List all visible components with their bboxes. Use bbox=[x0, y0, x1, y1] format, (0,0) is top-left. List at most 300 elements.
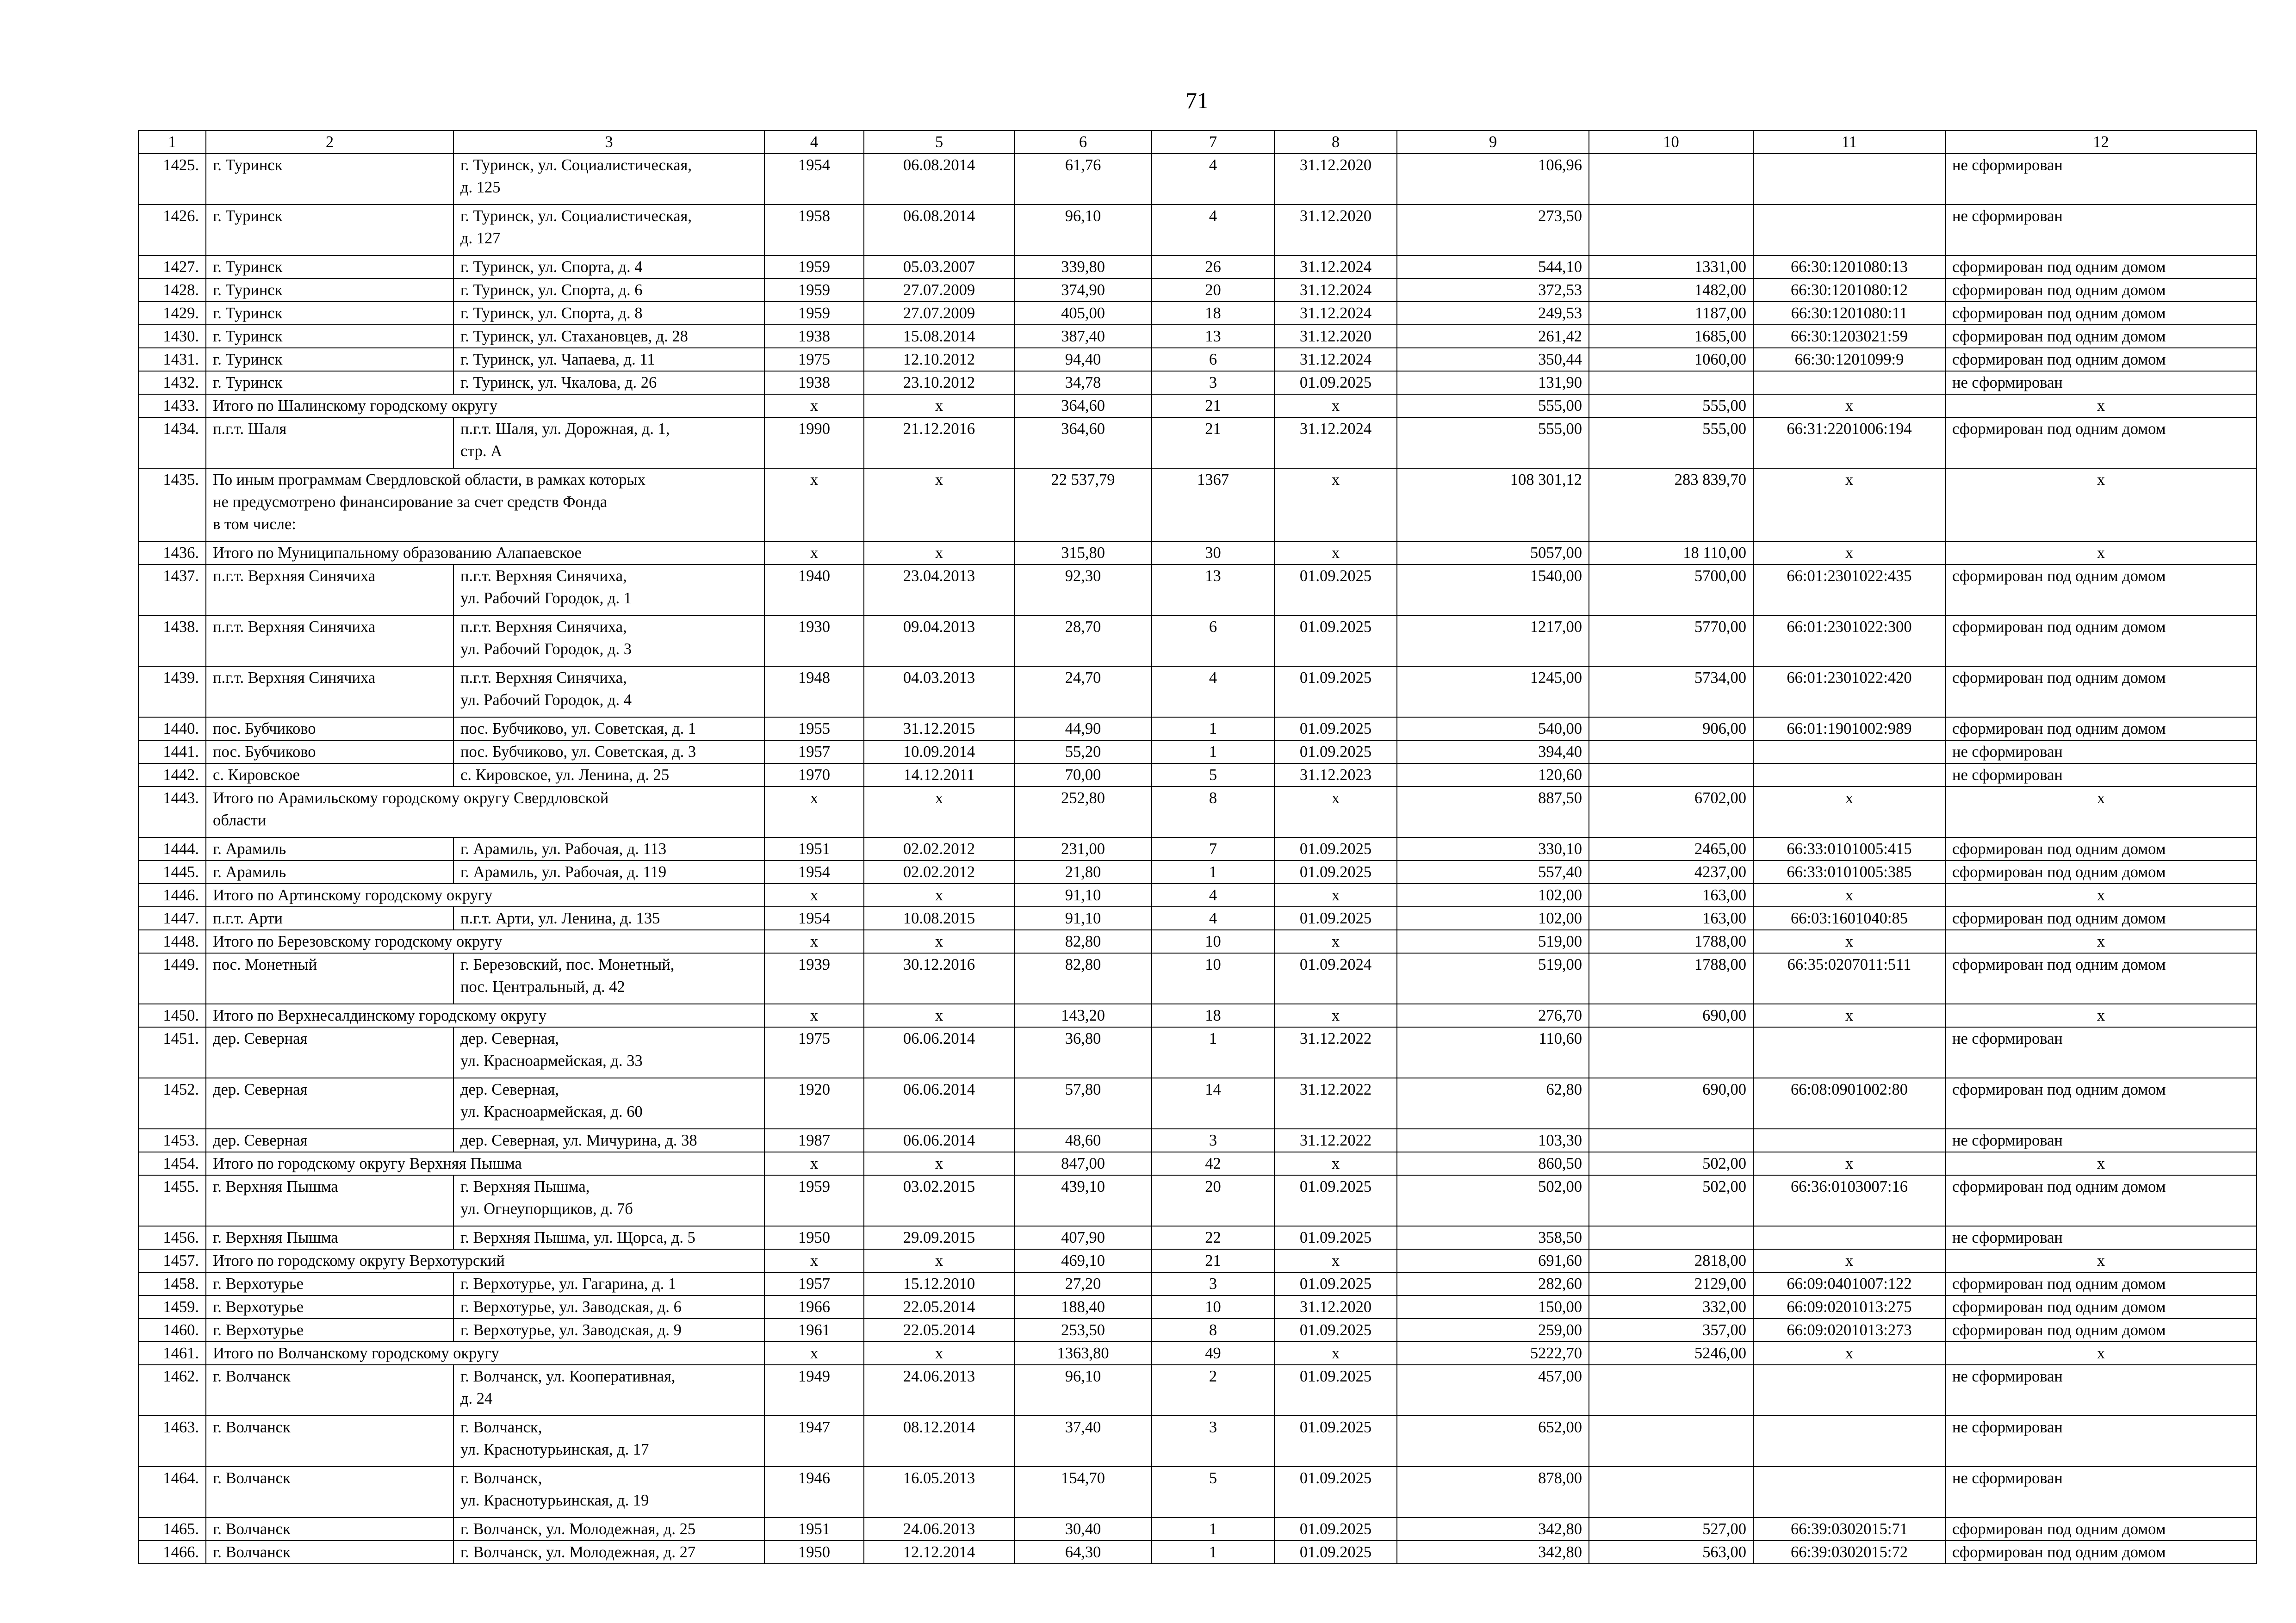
col9-cell: 108 301,12 bbox=[1397, 468, 1589, 541]
deadline-cell: 31.12.2024 bbox=[1274, 348, 1397, 371]
subtotal-row bbox=[138, 1249, 2257, 1272]
subtotal-row bbox=[138, 1004, 2257, 1027]
land-status-cell: x bbox=[1945, 1152, 2257, 1175]
area-cell: 21,80 bbox=[1014, 861, 1152, 884]
deadline-cell: 31.12.2024 bbox=[1274, 255, 1397, 279]
date-cell: 22.05.2014 bbox=[864, 1319, 1014, 1342]
deadline-cell: x bbox=[1274, 1249, 1397, 1272]
date-cell: x bbox=[864, 884, 1014, 907]
subtotal-row bbox=[138, 468, 2257, 541]
year-cell: 1975 bbox=[764, 1027, 864, 1078]
col9-cell: 259,00 bbox=[1397, 1319, 1589, 1342]
address-line: г. Волчанск, ул. Молодежная, д. 25 bbox=[460, 1520, 696, 1538]
col9-cell: 394,40 bbox=[1397, 740, 1589, 763]
land-area-cell: 163,00 bbox=[1589, 884, 1753, 907]
area-cell: 154,70 bbox=[1014, 1467, 1152, 1518]
col9-cell: 691,60 bbox=[1397, 1249, 1589, 1272]
settlement-cell: г. Волчанск bbox=[206, 1518, 453, 1541]
year-cell: 1987 bbox=[764, 1129, 864, 1152]
settlement-cell: п.г.т. Верхняя Синячиха bbox=[206, 615, 453, 666]
land-status-cell: x bbox=[1945, 787, 2257, 837]
date-cell: 06.06.2014 bbox=[864, 1129, 1014, 1152]
address-line: г. Туринск, ул. Чапаева, д. 11 bbox=[460, 351, 655, 368]
address-cell bbox=[453, 1518, 764, 1541]
year-cell: x bbox=[764, 541, 864, 564]
subtotal-label-line: Итого по городскому округу Верхотурский bbox=[213, 1252, 505, 1270]
land-area-cell bbox=[1589, 204, 1753, 255]
cadastral-number-cell: 66:30:1201080:11 bbox=[1753, 302, 1945, 325]
land-status-cell: не сформирован bbox=[1945, 1027, 2257, 1078]
area-cell: 82,80 bbox=[1014, 930, 1152, 953]
table-row bbox=[138, 666, 2257, 717]
address-cell bbox=[453, 371, 764, 394]
cadastral-number-cell: x bbox=[1753, 787, 1945, 837]
row-number: 1458. bbox=[138, 1272, 206, 1295]
deadline-cell: x bbox=[1274, 1152, 1397, 1175]
address-cell bbox=[453, 1226, 764, 1249]
row-number: 1452. bbox=[138, 1078, 206, 1129]
year-cell: 1959 bbox=[764, 1175, 864, 1226]
settlement-cell: г. Туринск bbox=[206, 279, 453, 302]
year-cell: x bbox=[764, 1342, 864, 1365]
table-row bbox=[138, 740, 2257, 763]
deadline-cell: 01.09.2024 bbox=[1274, 953, 1397, 1004]
date-cell: 21.12.2016 bbox=[864, 417, 1014, 468]
address-line: ул. Рабочий Городок, д. 1 bbox=[460, 589, 632, 607]
settlement-cell: г. Туринск bbox=[206, 154, 453, 204]
year-cell: 1938 bbox=[764, 325, 864, 348]
cadastral-number-cell: 66:39:0302015:72 bbox=[1753, 1541, 1945, 1564]
land-area-cell: 2818,00 bbox=[1589, 1249, 1753, 1272]
table-row bbox=[138, 371, 2257, 394]
land-status-cell: сформирован под одним домом bbox=[1945, 666, 2257, 717]
subtotal-row bbox=[138, 930, 2257, 953]
year-cell: 1957 bbox=[764, 740, 864, 763]
date-cell: x bbox=[864, 1004, 1014, 1027]
date-cell: 10.09.2014 bbox=[864, 740, 1014, 763]
cadastral-number-cell: 66:31:2201006:194 bbox=[1753, 417, 1945, 468]
year-cell: 1958 bbox=[764, 204, 864, 255]
date-cell: 12.12.2014 bbox=[864, 1541, 1014, 1564]
subtotal-label bbox=[206, 1152, 764, 1175]
address-cell bbox=[453, 302, 764, 325]
area-cell: 847,00 bbox=[1014, 1152, 1152, 1175]
address-cell bbox=[453, 763, 764, 787]
row-number: 1431. bbox=[138, 348, 206, 371]
land-area-cell: 906,00 bbox=[1589, 717, 1753, 740]
row-number: 1436. bbox=[138, 541, 206, 564]
date-cell: 06.06.2014 bbox=[864, 1078, 1014, 1129]
date-cell: x bbox=[864, 541, 1014, 564]
area-cell: 405,00 bbox=[1014, 302, 1152, 325]
row-number: 1425. bbox=[138, 154, 206, 204]
date-cell: 29.09.2015 bbox=[864, 1226, 1014, 1249]
area-cell: 34,78 bbox=[1014, 371, 1152, 394]
date-cell: 23.04.2013 bbox=[864, 564, 1014, 615]
land-status-cell: сформирован под одним домом bbox=[1945, 1272, 2257, 1295]
col9-cell: 519,00 bbox=[1397, 953, 1589, 1004]
land-status-cell: x bbox=[1945, 1249, 2257, 1272]
cadastral-number-cell bbox=[1753, 154, 1945, 204]
address-line: г. Туринск, ул. Стахановцев, д. 28 bbox=[460, 328, 688, 345]
address-cell bbox=[453, 1175, 764, 1226]
column-number: 6 bbox=[1014, 130, 1152, 154]
deadline-cell: 01.09.2025 bbox=[1274, 1416, 1397, 1467]
settlement-cell: г. Туринск bbox=[206, 348, 453, 371]
date-cell: x bbox=[864, 394, 1014, 417]
table-row bbox=[138, 1226, 2257, 1249]
residents-cell: 4 bbox=[1152, 666, 1274, 717]
land-status-cell: сформирован под одним домом bbox=[1945, 717, 2257, 740]
residents-cell: 20 bbox=[1152, 1175, 1274, 1226]
land-area-cell bbox=[1589, 371, 1753, 394]
table-row bbox=[138, 279, 2257, 302]
col9-cell: 555,00 bbox=[1397, 394, 1589, 417]
residents-cell: 7 bbox=[1152, 837, 1274, 861]
col9-cell: 557,40 bbox=[1397, 861, 1589, 884]
subtotal-label-line: Итого по Верхнесалдинскому городскому округу bbox=[213, 1007, 547, 1024]
col9-cell: 330,10 bbox=[1397, 837, 1589, 861]
residents-cell: 1 bbox=[1152, 861, 1274, 884]
residents-cell: 1 bbox=[1152, 1518, 1274, 1541]
housing-table bbox=[138, 130, 2257, 1564]
cadastral-number-cell: 66:30:1201099:9 bbox=[1753, 348, 1945, 371]
land-area-cell: 357,00 bbox=[1589, 1319, 1753, 1342]
year-cell: 1955 bbox=[764, 717, 864, 740]
year-cell: 1920 bbox=[764, 1078, 864, 1129]
column-number: 12 bbox=[1945, 130, 2257, 154]
land-area-cell: 563,00 bbox=[1589, 1541, 1753, 1564]
col9-cell: 350,44 bbox=[1397, 348, 1589, 371]
page-number: 71 bbox=[1185, 87, 1209, 113]
residents-cell: 3 bbox=[1152, 1272, 1274, 1295]
cadastral-number-cell: 66:01:2301022:420 bbox=[1753, 666, 1945, 717]
col9-cell: 652,00 bbox=[1397, 1416, 1589, 1467]
table-row bbox=[138, 907, 2257, 930]
subtotal-label bbox=[206, 541, 764, 564]
deadline-cell: 31.12.2024 bbox=[1274, 417, 1397, 468]
land-status-cell: не сформирован bbox=[1945, 763, 2257, 787]
land-area-cell bbox=[1589, 1129, 1753, 1152]
settlement-cell: г. Верхотурье bbox=[206, 1295, 453, 1319]
subtotal-row bbox=[138, 1342, 2257, 1365]
land-area-cell: 1187,00 bbox=[1589, 302, 1753, 325]
residents-cell: 10 bbox=[1152, 953, 1274, 1004]
col9-cell: 342,80 bbox=[1397, 1518, 1589, 1541]
land-status-cell: сформирован под одним домом bbox=[1945, 348, 2257, 371]
date-cell: 05.03.2007 bbox=[864, 255, 1014, 279]
row-number: 1449. bbox=[138, 953, 206, 1004]
address-line: г. Верхотурье, ул. Заводская, д. 9 bbox=[460, 1321, 682, 1339]
date-cell: 27.07.2009 bbox=[864, 279, 1014, 302]
settlement-cell: г. Туринск bbox=[206, 255, 453, 279]
area-cell: 57,80 bbox=[1014, 1078, 1152, 1129]
col9-cell: 106,96 bbox=[1397, 154, 1589, 204]
area-cell: 91,10 bbox=[1014, 884, 1152, 907]
deadline-cell: 01.09.2025 bbox=[1274, 1467, 1397, 1518]
address-line: г. Волчанск, bbox=[460, 1469, 542, 1487]
land-status-cell: сформирован под одним домом bbox=[1945, 1175, 2257, 1226]
year-cell: 1947 bbox=[764, 1416, 864, 1467]
address-line: г. Верхняя Пышма, bbox=[460, 1178, 590, 1196]
land-status-cell: не сформирован bbox=[1945, 154, 2257, 204]
col9-cell: 519,00 bbox=[1397, 930, 1589, 953]
row-number: 1443. bbox=[138, 787, 206, 837]
land-area-cell: 527,00 bbox=[1589, 1518, 1753, 1541]
deadline-cell: 31.12.2020 bbox=[1274, 1295, 1397, 1319]
deadline-cell: 31.12.2020 bbox=[1274, 325, 1397, 348]
area-cell: 61,76 bbox=[1014, 154, 1152, 204]
area-cell: 44,90 bbox=[1014, 717, 1152, 740]
table-row bbox=[138, 953, 2257, 1004]
table-row bbox=[138, 1319, 2257, 1342]
address-line: ул. Краснотурьинская, д. 17 bbox=[460, 1441, 649, 1458]
deadline-cell: 01.09.2025 bbox=[1274, 837, 1397, 861]
row-number: 1444. bbox=[138, 837, 206, 861]
address-cell bbox=[453, 325, 764, 348]
residents-cell: 8 bbox=[1152, 1319, 1274, 1342]
address-line: п.г.т. Верхняя Синячиха, bbox=[460, 669, 627, 687]
deadline-cell: x bbox=[1274, 930, 1397, 953]
table-row bbox=[138, 763, 2257, 787]
address-line: г. Туринск, ул. Чкалова, д. 26 bbox=[460, 374, 657, 391]
column-number: 7 bbox=[1152, 130, 1274, 154]
area-cell: 82,80 bbox=[1014, 953, 1152, 1004]
land-area-cell: 5734,00 bbox=[1589, 666, 1753, 717]
address-line: пос. Центральный, д. 42 bbox=[460, 978, 625, 996]
subtotal-label-line: Итого по Волчанскому городскому округу bbox=[213, 1344, 499, 1362]
table-row bbox=[138, 417, 2257, 468]
deadline-cell: 31.12.2023 bbox=[1274, 763, 1397, 787]
cadastral-number-cell: 66:09:0201013:275 bbox=[1753, 1295, 1945, 1319]
cadastral-number-cell: 66:33:0101005:385 bbox=[1753, 861, 1945, 884]
address-cell bbox=[453, 1365, 764, 1416]
residents-cell: 1 bbox=[1152, 1541, 1274, 1564]
residents-cell: 3 bbox=[1152, 1416, 1274, 1467]
column-number: 4 bbox=[764, 130, 864, 154]
subtotal-row bbox=[138, 394, 2257, 417]
year-cell: 1959 bbox=[764, 302, 864, 325]
land-area-cell: 1060,00 bbox=[1589, 348, 1753, 371]
subtotal-label-line: По иным программам Свердловской области, в рамках которых bbox=[213, 471, 645, 489]
land-status-cell: сформирован под одним домом bbox=[1945, 417, 2257, 468]
year-cell: 1954 bbox=[764, 907, 864, 930]
year-cell: 1990 bbox=[764, 417, 864, 468]
cadastral-number-cell: 66:35:0207011:511 bbox=[1753, 953, 1945, 1004]
column-number: 1 bbox=[138, 130, 206, 154]
deadline-cell: 31.12.2022 bbox=[1274, 1078, 1397, 1129]
cadastral-number-cell bbox=[1753, 1027, 1945, 1078]
row-number: 1445. bbox=[138, 861, 206, 884]
col9-cell: 249,53 bbox=[1397, 302, 1589, 325]
date-cell: x bbox=[864, 1249, 1014, 1272]
cadastral-number-cell bbox=[1753, 1467, 1945, 1518]
year-cell: x bbox=[764, 884, 864, 907]
row-number: 1464. bbox=[138, 1467, 206, 1518]
date-cell: 16.05.2013 bbox=[864, 1467, 1014, 1518]
residents-cell: 49 bbox=[1152, 1342, 1274, 1365]
row-number: 1441. bbox=[138, 740, 206, 763]
year-cell: 1954 bbox=[764, 154, 864, 204]
area-cell: 315,80 bbox=[1014, 541, 1152, 564]
residents-cell: 26 bbox=[1152, 255, 1274, 279]
date-cell: 15.08.2014 bbox=[864, 325, 1014, 348]
address-cell bbox=[453, 615, 764, 666]
address-line: г. Туринск, ул. Спорта, д. 8 bbox=[460, 304, 643, 322]
cadastral-number-cell bbox=[1753, 1416, 1945, 1467]
land-area-cell: 555,00 bbox=[1589, 417, 1753, 468]
address-line: д. 24 bbox=[460, 1390, 493, 1407]
land-area-cell bbox=[1589, 154, 1753, 204]
deadline-cell: x bbox=[1274, 394, 1397, 417]
col9-cell: 1540,00 bbox=[1397, 564, 1589, 615]
column-number: 9 bbox=[1397, 130, 1589, 154]
table-row bbox=[138, 204, 2257, 255]
land-area-cell: 502,00 bbox=[1589, 1152, 1753, 1175]
area-cell: 94,40 bbox=[1014, 348, 1152, 371]
subtotal-label-line: области bbox=[213, 812, 267, 829]
col9-cell: 5222,70 bbox=[1397, 1342, 1589, 1365]
address-cell bbox=[453, 1027, 764, 1078]
settlement-cell: г. Волчанск bbox=[206, 1365, 453, 1416]
address-cell bbox=[453, 1078, 764, 1129]
land-status-cell: не сформирован bbox=[1945, 371, 2257, 394]
address-line: п.г.т. Верхняя Синячиха, bbox=[460, 618, 627, 636]
address-cell bbox=[453, 154, 764, 204]
cadastral-number-cell: 66:39:0302015:71 bbox=[1753, 1518, 1945, 1541]
area-cell: 374,90 bbox=[1014, 279, 1152, 302]
area-cell: 231,00 bbox=[1014, 837, 1152, 861]
subtotal-label bbox=[206, 394, 764, 417]
cadastral-number-cell: 66:09:0201013:273 bbox=[1753, 1319, 1945, 1342]
table-row bbox=[138, 1365, 2257, 1416]
subtotal-label bbox=[206, 468, 764, 541]
col9-cell: 282,60 bbox=[1397, 1272, 1589, 1295]
row-number: 1446. bbox=[138, 884, 206, 907]
land-area-cell bbox=[1589, 1226, 1753, 1249]
address-line: пос. Бубчиково, ул. Советская, д. 3 bbox=[460, 743, 696, 761]
address-cell bbox=[453, 279, 764, 302]
date-cell: 27.07.2009 bbox=[864, 302, 1014, 325]
address-line: г. Арамиль, ул. Рабочая, д. 113 bbox=[460, 840, 667, 858]
year-cell: x bbox=[764, 468, 864, 541]
area-cell: 1363,80 bbox=[1014, 1342, 1152, 1365]
area-cell: 387,40 bbox=[1014, 325, 1152, 348]
land-area-cell: 1788,00 bbox=[1589, 930, 1753, 953]
table-row bbox=[138, 1129, 2257, 1152]
address-line: г. Березовский, пос. Монетный, bbox=[460, 956, 675, 973]
residents-cell: 4 bbox=[1152, 154, 1274, 204]
row-number: 1454. bbox=[138, 1152, 206, 1175]
land-status-cell: сформирован под одним домом bbox=[1945, 1319, 2257, 1342]
land-status-cell: не сформирован bbox=[1945, 204, 2257, 255]
row-number: 1456. bbox=[138, 1226, 206, 1249]
settlement-cell: г. Арамиль bbox=[206, 861, 453, 884]
year-cell: 1940 bbox=[764, 564, 864, 615]
row-number: 1427. bbox=[138, 255, 206, 279]
table-row bbox=[138, 615, 2257, 666]
residents-cell: 10 bbox=[1152, 1295, 1274, 1319]
land-status-cell: сформирован под одним домом bbox=[1945, 1541, 2257, 1564]
address-cell bbox=[453, 953, 764, 1004]
subtotal-label-line: Итого по Артинскому городскому округу bbox=[213, 886, 493, 904]
residents-cell: 22 bbox=[1152, 1226, 1274, 1249]
row-number: 1434. bbox=[138, 417, 206, 468]
address-line: ул. Рабочий Городок, д. 3 bbox=[460, 640, 632, 658]
date-cell: x bbox=[864, 930, 1014, 953]
deadline-cell: x bbox=[1274, 1342, 1397, 1365]
row-number: 1453. bbox=[138, 1129, 206, 1152]
land-status-cell: сформирован под одним домом bbox=[1945, 953, 2257, 1004]
residents-cell: 42 bbox=[1152, 1152, 1274, 1175]
subtotal-label bbox=[206, 1342, 764, 1365]
land-area-cell: 4237,00 bbox=[1589, 861, 1753, 884]
col9-cell: 860,50 bbox=[1397, 1152, 1589, 1175]
row-number: 1465. bbox=[138, 1518, 206, 1541]
cadastral-number-cell bbox=[1753, 763, 1945, 787]
land-area-cell: 5700,00 bbox=[1589, 564, 1753, 615]
table-row bbox=[138, 837, 2257, 861]
deadline-cell: 01.09.2025 bbox=[1274, 1175, 1397, 1226]
year-cell: x bbox=[764, 787, 864, 837]
subtotal-row bbox=[138, 787, 2257, 837]
cadastral-number-cell: 66:03:1601040:85 bbox=[1753, 907, 1945, 930]
subtotal-label-line: Итого по городскому округу Верхняя Пышма bbox=[213, 1155, 522, 1172]
year-cell: 1950 bbox=[764, 1226, 864, 1249]
table-row bbox=[138, 1272, 2257, 1295]
land-status-cell: сформирован под одним домом bbox=[1945, 615, 2257, 666]
land-area-cell: 18 110,00 bbox=[1589, 541, 1753, 564]
residents-cell: 8 bbox=[1152, 787, 1274, 837]
land-status-cell: x bbox=[1945, 1342, 2257, 1365]
subtotal-label-line: Итого по Шалинскому городскому округу bbox=[213, 397, 498, 415]
date-cell: 12.10.2012 bbox=[864, 348, 1014, 371]
deadline-cell: 31.12.2020 bbox=[1274, 204, 1397, 255]
area-cell: 91,10 bbox=[1014, 907, 1152, 930]
col9-cell: 276,70 bbox=[1397, 1004, 1589, 1027]
address-line: п.г.т. Верхняя Синячиха, bbox=[460, 567, 627, 585]
date-cell: 24.06.2013 bbox=[864, 1365, 1014, 1416]
cadastral-number-cell: x bbox=[1753, 1342, 1945, 1365]
date-cell: 06.08.2014 bbox=[864, 154, 1014, 204]
land-status-cell: не сформирован bbox=[1945, 1467, 2257, 1518]
date-cell: 24.06.2013 bbox=[864, 1518, 1014, 1541]
area-cell: 92,30 bbox=[1014, 564, 1152, 615]
deadline-cell: x bbox=[1274, 787, 1397, 837]
date-cell: 09.04.2013 bbox=[864, 615, 1014, 666]
date-cell: x bbox=[864, 468, 1014, 541]
table-row bbox=[138, 348, 2257, 371]
settlement-cell: г. Туринск bbox=[206, 325, 453, 348]
area-cell: 55,20 bbox=[1014, 740, 1152, 763]
deadline-cell: 01.09.2025 bbox=[1274, 1365, 1397, 1416]
address-line: г. Туринск, ул. Социалистическая, bbox=[460, 156, 692, 174]
cadastral-number-cell: x bbox=[1753, 1004, 1945, 1027]
residents-cell: 4 bbox=[1152, 884, 1274, 907]
column-number: 3 bbox=[453, 130, 764, 154]
area-cell: 364,60 bbox=[1014, 417, 1152, 468]
residents-cell: 13 bbox=[1152, 325, 1274, 348]
year-cell: 1970 bbox=[764, 763, 864, 787]
table-row bbox=[138, 1416, 2257, 1467]
address-cell bbox=[453, 1129, 764, 1152]
deadline-cell: x bbox=[1274, 468, 1397, 541]
subtotal-label bbox=[206, 930, 764, 953]
area-cell: 339,80 bbox=[1014, 255, 1152, 279]
year-cell: 1957 bbox=[764, 1272, 864, 1295]
address-line: г. Волчанск, ул. Молодежная, д. 27 bbox=[460, 1543, 696, 1561]
residents-cell: 3 bbox=[1152, 371, 1274, 394]
